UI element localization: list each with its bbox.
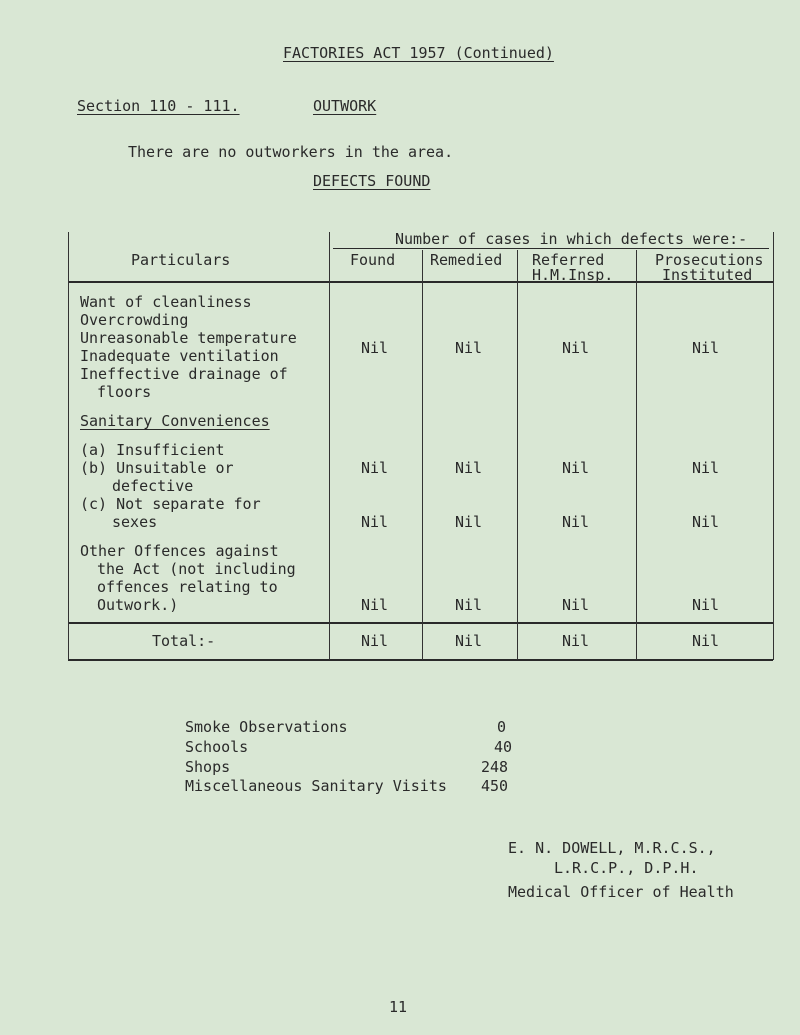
observation-label: Miscellaneous Sanitary Visits (185, 777, 447, 795)
header-prosecutions-2: Instituted (662, 266, 753, 284)
value-cell: Nil (361, 459, 389, 477)
header-prosecutions-1: Prosecutions (655, 251, 764, 269)
value-cell: Nil (361, 596, 389, 614)
particular-row: defective (112, 477, 194, 495)
particular-row: Want of cleanliness (80, 293, 252, 311)
header-referred-2: H.M.Insp. (532, 266, 614, 284)
value-cell: Nil (692, 459, 720, 477)
particular-row: Inadequate ventilation (80, 347, 279, 365)
value-cell: Nil (562, 459, 590, 477)
header-particulars: Particulars (131, 251, 231, 269)
particular-row: floors (97, 383, 152, 401)
section-title: OUTWORK (313, 97, 377, 115)
group-header-rule (333, 248, 769, 249)
value-cell: Nil (361, 513, 389, 531)
value-cell: Nil (562, 339, 590, 357)
header-referred-1: Referred (532, 251, 605, 269)
value-cell: Nil (455, 513, 483, 531)
page-heading: FACTORIES ACT 1957 (Continued) (283, 44, 554, 62)
particular-row: Ineffective drainage of (80, 365, 288, 383)
section-number (77, 97, 240, 115)
col-divider-remedied (517, 250, 518, 660)
particular-row: (b) Unsuitable or (80, 459, 234, 477)
signature-name: E. N. DOWELL, M.R.C.S., (508, 839, 716, 857)
particular-row: Other Offences against (80, 542, 279, 560)
total-cell: Nil (455, 632, 483, 650)
table-left-border (68, 232, 69, 660)
observation-label: Smoke Observations (185, 718, 348, 736)
particular-row: Unreasonable temperature (80, 329, 297, 347)
value-cell: Nil (455, 459, 483, 477)
table-right-border (773, 232, 774, 660)
section-number-text: Section 110 - 111. (77, 97, 240, 115)
observation-label: Schools (185, 738, 249, 756)
value-cell: Nil (692, 596, 720, 614)
total-top-rule (68, 622, 773, 624)
value-cell: Nil (562, 596, 590, 614)
value-cell: Nil (692, 513, 720, 531)
observation-value: 40 (494, 738, 513, 756)
particular-row: the Act (not including (97, 560, 296, 578)
header-remedied: Remedied (430, 251, 503, 269)
section-statement: There are no outworkers in the area. (128, 143, 454, 161)
total-cell: Nil (361, 632, 389, 650)
header-group: Number of cases in which defects were:- (395, 230, 748, 248)
particular-row: (a) Insufficient (80, 441, 225, 459)
signature-qualifications: L.R.C.P., D.P.H. (554, 859, 699, 877)
observation-value: 450 (481, 777, 509, 795)
observation-value: 248 (481, 758, 509, 776)
particular-row: offences relating to (97, 578, 278, 596)
total-cell: Nil (562, 632, 590, 650)
observation-label: Shops (185, 758, 231, 776)
table-bottom-rule (68, 659, 773, 661)
header-found: Found (350, 251, 396, 269)
sanitary-heading: Sanitary Conveniences (80, 412, 270, 430)
particular-row: Outwork.) (97, 596, 179, 614)
col-divider-particulars (329, 232, 330, 660)
observation-value: 0 (497, 718, 507, 736)
value-cell: Nil (692, 339, 720, 357)
value-cell: Nil (361, 339, 389, 357)
signature-title: Medical Officer of Health (508, 883, 734, 901)
value-cell: Nil (562, 513, 590, 531)
col-divider-found (422, 250, 423, 660)
total-cell: Nil (692, 632, 720, 650)
particular-row: (c) Not separate for (80, 495, 261, 513)
particular-row: sexes (112, 513, 158, 531)
col-divider-referred (636, 250, 637, 660)
page-number: 11 (389, 998, 408, 1016)
total-label: Total:- (152, 632, 216, 650)
value-cell: Nil (455, 596, 483, 614)
defects-title: DEFECTS FOUND (313, 172, 431, 190)
value-cell: Nil (455, 339, 483, 357)
particular-row: Overcrowding (80, 311, 189, 329)
